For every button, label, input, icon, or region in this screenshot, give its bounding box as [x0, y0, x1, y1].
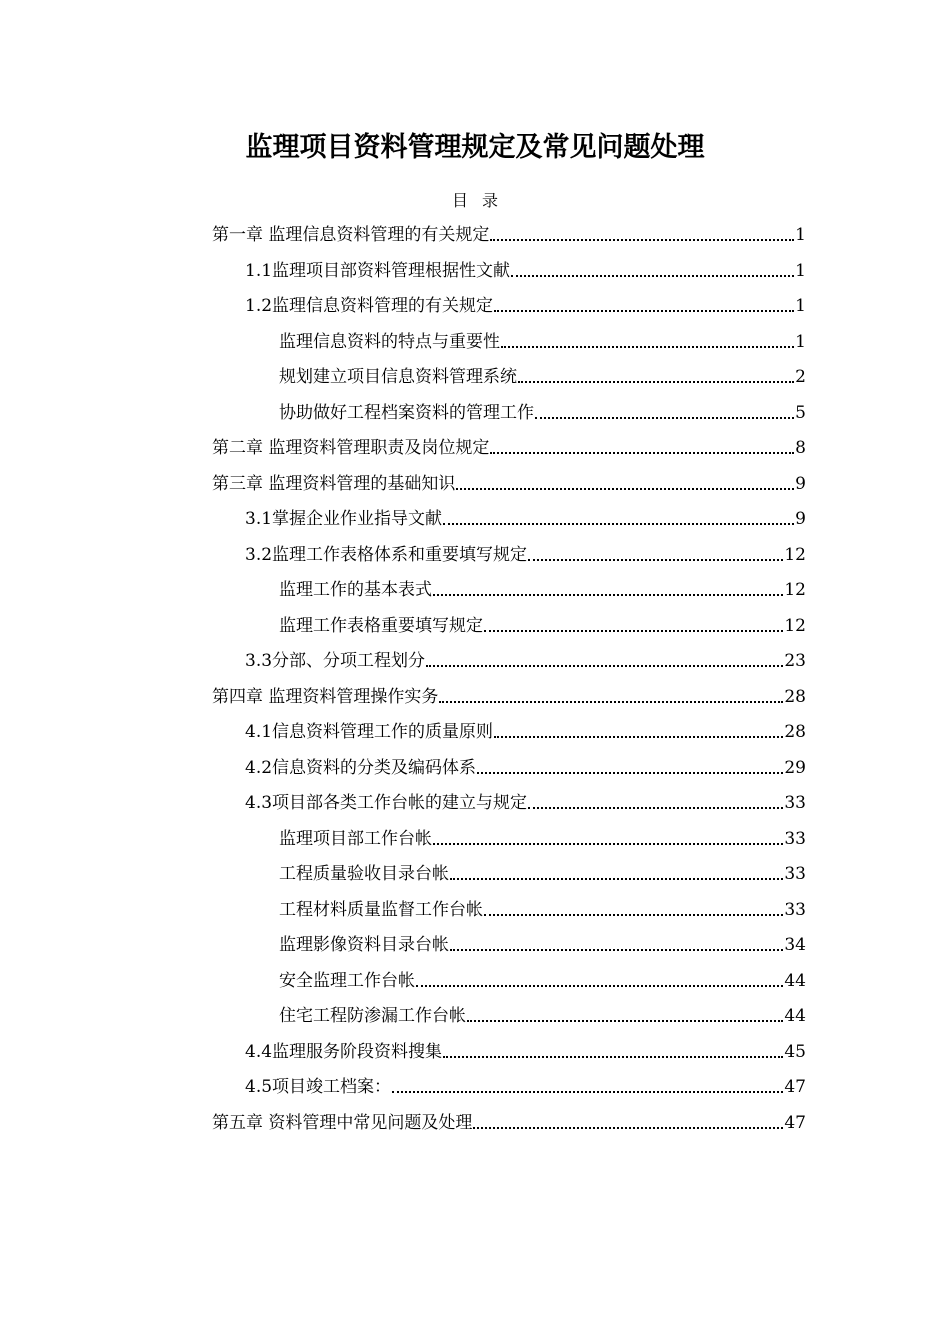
toc-dot-leader	[450, 949, 783, 951]
toc-entry[interactable]	[245, 289, 806, 319]
toc-entry[interactable]	[279, 325, 806, 355]
toc-dot-leader	[426, 665, 783, 667]
toc-dot-leader	[473, 1127, 783, 1129]
toc-entry[interactable]	[279, 999, 806, 1029]
toc-entry-page-number: 8	[795, 438, 806, 458]
toc-entry[interactable]	[245, 1035, 806, 1065]
toc-entry-page-number: 12	[784, 580, 806, 600]
toc-dot-leader	[518, 381, 794, 383]
toc-entry[interactable]	[245, 751, 806, 781]
toc-entry-page-number: 28	[784, 722, 806, 742]
toc-entry-label: 3.1掌握企业作业指导文献	[245, 509, 443, 529]
toc-dot-leader	[528, 559, 783, 561]
toc-dot-leader	[443, 523, 794, 525]
toc-dot-leader	[433, 843, 783, 845]
toc-dot-leader	[494, 310, 794, 312]
toc-dot-leader	[511, 275, 794, 277]
toc-entry-page-number: 9	[795, 473, 806, 494]
toc-entry-label: 工程质量验收目录台帐	[279, 864, 449, 884]
toc-dot-leader	[484, 630, 783, 632]
toc-entry-page-number: 34	[784, 935, 806, 955]
toc-dot-leader	[484, 914, 783, 916]
toc-entry-page-number: 29	[784, 757, 806, 778]
toc-entry-page-number: 23	[784, 651, 806, 671]
toc-dot-leader	[535, 417, 794, 419]
toc-dot-leader	[450, 878, 783, 880]
toc-entry[interactable]	[245, 502, 806, 532]
toc-entry-page-number: 28	[784, 686, 806, 707]
toc-entry-page-number: 1	[795, 296, 806, 316]
toc-entry-label: 第四章 监理资料管理操作实务	[212, 686, 439, 707]
toc-entry-page-number: 33	[784, 828, 806, 849]
toc-entry-page-number: 1	[795, 260, 806, 281]
toc-dot-leader	[494, 736, 783, 738]
toc-entry-label: 4.2信息资料的分类及编码体系	[245, 757, 477, 778]
toc-dot-leader	[439, 701, 783, 703]
toc-entry-label: 第二章 监理资料管理职责及岗位规定	[212, 438, 490, 458]
toc-entry[interactable]	[212, 218, 806, 248]
toc-entry[interactable]	[245, 538, 806, 568]
toc-dot-leader	[490, 239, 794, 241]
toc-entry-label: 1.1监理项目部资料管理根据性文献	[245, 260, 511, 281]
toc-entry-label: 第一章 监理信息资料管理的有关规定	[212, 225, 490, 245]
toc-entry[interactable]	[212, 680, 806, 710]
toc-entry[interactable]	[212, 467, 806, 497]
toc-entry[interactable]	[279, 964, 806, 994]
toc-entry-label: 监理影像资料目录台帐	[279, 935, 449, 955]
toc-entry[interactable]	[279, 360, 806, 390]
toc-entry-label: 3.3分部、分项工程划分	[245, 651, 426, 671]
toc-entry-label: 第五章 资料管理中常见问题及处理	[212, 1112, 473, 1133]
toc-entry-page-number: 45	[784, 1041, 806, 1062]
toc-dot-leader	[443, 1056, 783, 1058]
toc-entry[interactable]	[212, 1106, 806, 1136]
toc-entry[interactable]	[279, 822, 806, 852]
toc-entry[interactable]	[279, 928, 806, 958]
toc-entry-page-number: 12	[784, 544, 806, 565]
toc-entry-page-number: 2	[795, 367, 806, 387]
toc-dot-leader	[416, 985, 783, 987]
toc-entry-label: 4.3项目部各类工作台帐的建立与规定	[245, 793, 528, 813]
toc-dot-leader	[392, 1091, 783, 1093]
toc-entry[interactable]	[245, 644, 806, 674]
toc-entry[interactable]	[245, 715, 806, 745]
toc-entry-label: 1.2监理信息资料管理的有关规定	[245, 296, 494, 316]
toc-entry-page-number: 44	[784, 970, 806, 991]
toc-entry-label: 4.5项目竣工档案：	[245, 1077, 392, 1097]
toc-entry-page-number: 33	[784, 899, 806, 920]
toc-entry-label: 规划建立项目信息资料管理系统	[279, 367, 517, 387]
toc-entry[interactable]	[245, 1070, 806, 1100]
toc-heading: 目录	[451, 191, 512, 210]
toc-entry-label: 4.4监理服务阶段资料搜集	[245, 1041, 443, 1062]
toc-entry[interactable]	[279, 893, 806, 923]
toc-entry-label: 安全监理工作台帐	[279, 970, 415, 991]
toc-dot-leader	[467, 1020, 783, 1022]
toc-entry[interactable]	[245, 786, 806, 816]
toc-entry-label: 监理工作的基本表式	[279, 580, 432, 600]
toc-dot-leader	[433, 594, 783, 596]
toc-entry-page-number: 12	[784, 615, 806, 636]
toc-entry-page-number: 33	[784, 864, 806, 884]
toc-entry[interactable]	[279, 396, 806, 426]
toc-entry-label: 监理信息资料的特点与重要性	[279, 331, 500, 352]
toc-dot-leader	[528, 807, 783, 809]
toc-entry-label: 监理工作表格重要填写规定	[279, 615, 483, 636]
toc-entry[interactable]	[212, 431, 806, 461]
toc-entry-label: 协助做好工程档案资料的管理工作	[279, 402, 534, 423]
toc-entry-label: 4.1信息资料管理工作的质量原则	[245, 722, 494, 742]
toc-entry[interactable]	[279, 573, 806, 603]
toc-entry-page-number: 9	[795, 509, 806, 529]
toc-entry[interactable]	[245, 254, 806, 284]
toc-entry-label: 第三章 监理资料管理的基础知识	[212, 473, 456, 494]
toc-entry-page-number: 1	[795, 225, 806, 245]
toc-dot-leader	[477, 772, 783, 774]
document-title: 监理项目资料管理规定及常见问题处理	[245, 132, 705, 163]
toc-entry-page-number: 33	[784, 793, 806, 813]
toc-entry-page-number: 5	[795, 402, 806, 423]
toc-entry-page-number: 1	[795, 331, 806, 352]
toc-entry-label: 工程材料质量监督工作台帐	[279, 899, 483, 920]
toc-dot-leader	[490, 452, 794, 454]
toc-entry-label: 监理项目部工作台帐	[279, 828, 432, 849]
toc-entry-page-number: 47	[784, 1077, 806, 1097]
toc-entry-label: 3.2监理工作表格体系和重要填写规定	[245, 544, 528, 565]
toc-entry[interactable]	[279, 609, 806, 639]
toc-entry-page-number: 44	[784, 1006, 806, 1026]
toc-dot-leader	[456, 488, 794, 490]
toc-entry-label: 住宅工程防渗漏工作台帐	[279, 1006, 466, 1026]
toc-entry-page-number: 47	[784, 1112, 806, 1133]
toc-entry[interactable]	[279, 857, 806, 887]
toc-dot-leader	[501, 346, 794, 348]
